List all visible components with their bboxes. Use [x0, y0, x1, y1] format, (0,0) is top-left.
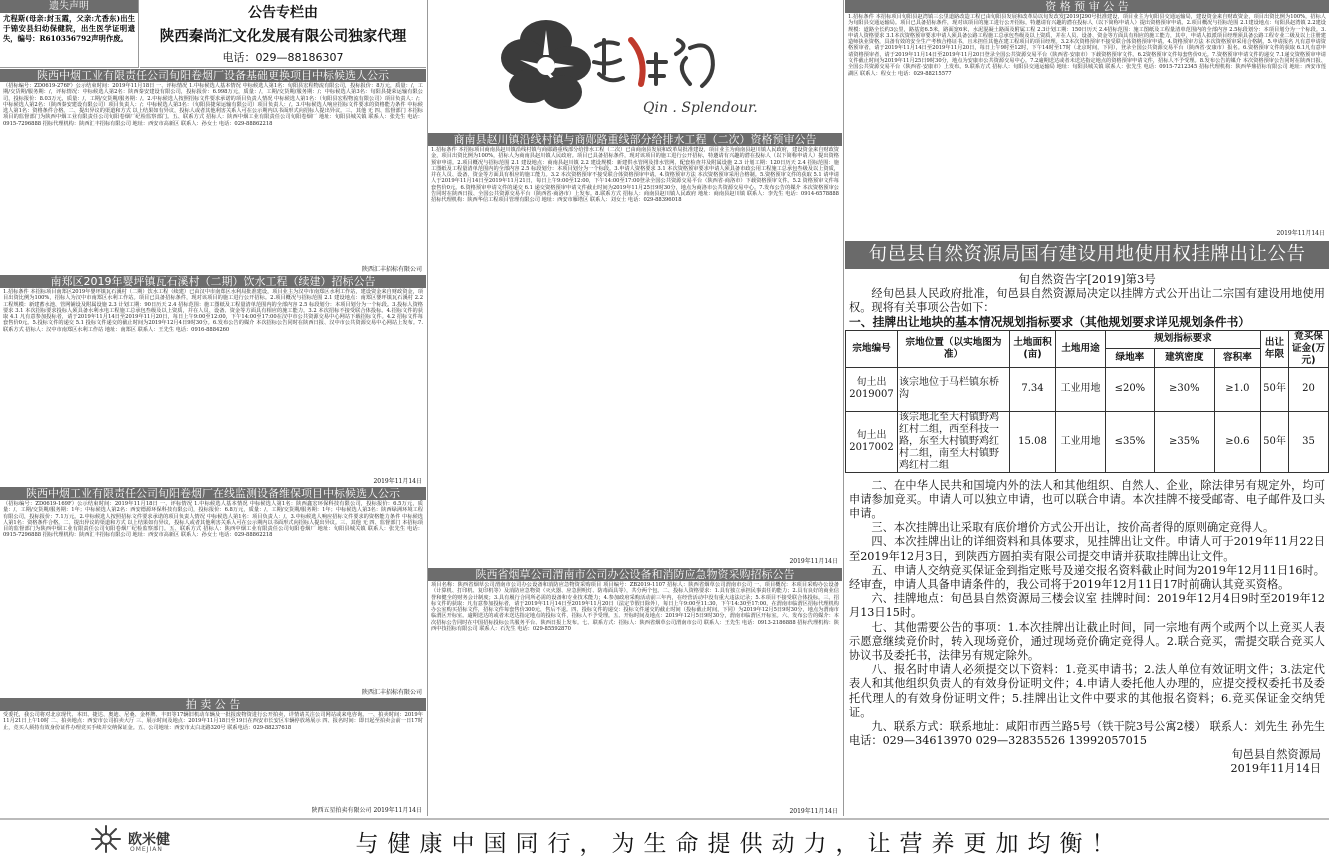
agency-line1: 公告专栏由 — [248, 5, 318, 21]
announcement-sign-date: 2019年11月14日 — [1230, 761, 1321, 775]
cell-plot-ratio: ≥0.6 — [1214, 411, 1260, 472]
table-row — [846, 367, 1329, 411]
th-area: 土地面积(亩) — [1010, 330, 1056, 367]
notice-n2-sig: 2019年11月14日 — [373, 478, 422, 485]
lost-notice-title: 遗失声明 — [0, 0, 138, 13]
footer-brand-name: 欧米健 — [128, 832, 170, 848]
th-deposit: 竞买保证金(万元) — [1289, 330, 1329, 367]
notice-n5-body: 1.招标条件 本招标项目商南县赵川镇沿线村镇与商郧路重线部分给排水工程（二次）已由商南县发展和改革局批准建设，项目业主为商南县赵川镇人民政府，建设资金来自财政资金，项目出资比例为100%，招标人为商南县赵川镇人民政府。项目已具备招标条件，现对该项目的施工进行公开招标，特邀请有兴趣的潜在投标人（以下简称申请人）提出资格预审申请。2.项目概况与招标范围 2.1 建设地点：商南县赵川镇 2.2 建设规模：新建供水管网及排水管网、配套检查井及附属设施 2.3 计划工期：120日历天 2.4 招标范围：施工图纸及工程量清单范围内的全部内容 2.5 标段划分：本项目划分为一个标段。3.申请人资格要求 3.1 本次资格预审要求申请人须具备市政公用工程施工总承包叁级及以上资质，并在人员、设备、资金等方面具有相应的施工能力。3.2 本次资格预审不接受联合体资格预审申请。4.资格预审方法 本次资格预审采用合格制。5.资格预审文件的获取 5.1 请申请人于2019年11月14日至2019年11月21日，每日上午9:00至12:00，下午14:00至17:00登录全国公共资源交易平台（陕西省·商洛市）下载资格预审文件。5.2 资格预审文件每套售价0元。6.资格预审申请文件的递交 6.1 递交资格预审申请文件截止时间为2019年11月25日9时30分，地点为商洛市公共资源交易中心。7.发布公告的媒介 本次资格预审公告同时在陕西日报、全国公共资源交易平台（陕西省·商洛市）上发布。8.联系方式 招标人：商南县赵川镇人民政府 地址：商南县赵川镇 联系人：李先生 电话：0914-6578888 招标代理机构：陕西华信工程项目管理有限公司 地址：西安市雁塔区 联系人：刘女士 电话：029-88396018 — [431, 147, 839, 204]
announcement-section-1: 一、挂牌出让地块的基本情况规划指标要求（其他规划要求详见规划条件书） — [849, 315, 1251, 330]
th-building-density: 建筑密度 — [1154, 349, 1214, 368]
notice-n5-sig: 2019年11月14日 — [789, 558, 838, 565]
notice-n2-body: 1.招标条件 本招标项目南郑区2019年婴坪镇瓦石溪村（二期）饮水工程（续建）已由汉中市南郑区水利局批准建设，项目业主为汉中市南郑区水利工作站，建设资金来自财政资金，项目出资比例为100%，招标人为汉中市南郑区水利工作站。项目已具备招标条件，现对该项目的施工进行公开招标。2.项目概况与招标范围 2.1 建设地点：南郑区婴坪镇瓦石溪村 2.2 工程规模：新建蓄水池、管网铺设及附属设施 2.3 计划工期：90日历天 2.4 招标范围：施工图纸及工程量清单范围内的全部内容 2.5 标段划分：本项目划分为一个标段。3.投标人资格要求 3.1 本次招标要求投标人须具备水利水电工程施工总承包叁级及以上资质，并在人员、设备、资金等方面具有相应的施工能力。3.2 本次招标不接受联合体投标。4.招标文件的获取 4.1 凡有意参加投标者，请于2019年11月14日至2019年11月20日，每日上午9:00至12:00，下午14:00至17:00在汉中市公共资源交易中心网站下载招标文件。4.2 招标文件每套售价0元。5.投标文件的递交 5.1 投标文件递交的截止时间为2019年12月4日9时30分。6.发布公告的媒介 本次招标公告同时在陕西日报、汉中市公共资源交易中心网站上发布。7.联系方式 招标人：汉中市南郑区水利工作站 地址：南郑区 联系人：王先生 电话：0916-8884260 — [3, 289, 423, 333]
announcement-intro: 经旬邑县人民政府批准，旬邑县自然资源局决定以挂牌方式公开出让二宗国有建设用地使用权。现将有关事项公告如下： — [849, 287, 1325, 315]
announcement-p8: 八、报名时申请人必须提交以下资料：1.竞买申请书；2.法人单位有效证明文件；3.法定代表人和其他组织负责人的有效身份证明文件；4.申请人委托他人办理的，应提交授权委托书及委托代理人的有效身份证明文件；5.挂牌出让文件中要求的其他报名资料；6.竞买保证金交纳凭证。 — [849, 663, 1325, 719]
notice-n7 — [845, 0, 1329, 239]
cell-parcel-no: 旬土出2017002 — [846, 411, 898, 472]
announcement-p5: 五、申请人交纳竞买保证金到指定账号及递交报名资料截止时间为2019年12月11日16时。经审查，申请人具备申请条件的，我公司将于2019年12月11日17时前确认其竞买资格。 — [849, 563, 1325, 592]
land-parcel-table — [845, 330, 1329, 473]
announcement-p7: 七、其他需要公告的事项：1.本次挂牌出让截止时间，同一宗地有两个或两个以上竞买人表示愿意继续竞价时，转入现场竞价，通过现场竞价确定竞得人。2.联合竞买，需提交联合竞买人协议书及委托书，法律另有规定除外。 — [849, 620, 1325, 663]
flower-logo-icon — [428, 0, 842, 132]
cell-land-use: 工业用地 — [1056, 411, 1106, 472]
cell-location: 该宗地北至大村镇野鸡红村二组，西至科技一路，东至大村镇野鸡红村二组，南至大村镇野鸡红村二组 — [898, 411, 1010, 472]
announcement-doc-no: 旬自然资告字[2019]第3号 — [1018, 272, 1156, 286]
sunburst-logo-icon — [90, 824, 122, 854]
announcement-p9: 九、联系方式：联系地址：咸阳市西兰路5号（铁干院3号公寓2楼） 联系人：刘先生 孙先生 电话：029—34613970 029—32835526 13992057015 — [849, 720, 1325, 748]
th-land-use: 土地用途 — [1056, 330, 1106, 367]
notice-n5-title: 商南县赵川镇沿线村镇与商郧路重线部分给排水工程（二次）资格预审公告 — [428, 133, 842, 146]
cell-area: 7.34 — [1010, 367, 1056, 411]
cell-location: 该宗地位于马栏镇东桥沟 — [898, 367, 1010, 411]
cell-area: 15.08 — [1010, 411, 1056, 472]
cell-term: 50年 — [1261, 411, 1289, 472]
notice-n1-title: 陕西中烟工业有限责任公司旬阳卷烟厂设备基础更换项目中标候选人公示 — [0, 69, 426, 82]
notice-n3-title: 陕西中烟工业有限责任公司旬阳卷烟厂在线监测设备维保项目中标候选人公示 — [0, 487, 426, 500]
notice-n3-body: （招标编号：ZD0619-169F）公示结束时间：2019年11月18日 一、评标情况 1.中标候选人基本情况 中标候选人第1名：陕西鑫宏环保科技有限公司，投标报价：6.5万元，质量：/，工期/交货期/服务期：1年；中标候选人第2名：西安德源环保科技有限公司，投标报价：6.8万元，质量：/，工期/交货期/服务期：1年；中标候选人第3名：陕西绿洲环境工程有限公司，投标报价：7.1万元。2.中标候选人按照招标文件要求承诺的项目负责人情况 中标候选人第1名：项目负责人：/。3.中标候选人响应招标文件要求的资格能力条件 中标候选人第1名：资格条件合格。二、提出异议的渠道和方式 以上结果如有异议，投标人或者其他利害关系人可在公示期内以书面形式向招标人提出异议。三、其他 无 四、监督部门 本招标项目的监督部门为陕西中烟工业有限责任公司旬阳卷烟厂纪检监察部门。五、联系方式 招标人：陕西中烟工业有限责任公司旬阳卷烟厂 地址：旬阳县城关镇 联系人：张先生 电话：0915-7296888 招标代理机构：陕西汇丰招标有限公司 地址：西安市高新区 联系人：孙女士 电话：029-88862218 — [3, 501, 423, 539]
footer-brand-en: OMEJIAN — [130, 846, 163, 853]
notice-n5 — [428, 133, 842, 566]
cell-plot-ratio: ≥1.0 — [1214, 367, 1260, 411]
notice-n6-title: 陕西省烟草公司渭南市公司办公设备和消防应急物资采购招标公告 — [428, 568, 842, 581]
lost-notice — [0, 0, 139, 68]
column-divider — [843, 0, 844, 816]
cell-building-density: ≥35% — [1154, 411, 1214, 472]
agency-phone: 电话：029—88186307 — [222, 51, 344, 64]
notice-n4 — [0, 698, 426, 816]
cell-parcel-no: 旬土出2019007 — [846, 367, 898, 411]
announcement-p4: 四、本次挂牌出让的详细资料和具体要求，见挂牌出让文件。申请人可于2019年11月22日至2019年12月3日，到陕西方圆拍卖有限公司提交申请并获取挂牌出让文件。 — [849, 535, 1325, 563]
notice-n7-body: 1.招标条件 本招标项目旬阳县赵湾镇三公里道路改造工程已由旬阳县发展和改革局以旬发改发[2019]290号批准建设，项目业主为旬阳县交通运输局，建设资金来自财政资金，项目出资比例为100%，招标人为旬阳县交通运输局。项目已具备招标条件，现对该项目的施工进行公开招标，特邀请有兴趣的潜在投标人（以下简称申请人）提出资格预审申请。2.项目概况与招标范围 2.1建设地点：旬阳县赵湾镇 2.2建设规模：道路全长约3公里，路基宽6.5米，路面宽6米，水泥混凝土路面及附属工程 2.3计划工期：150日历天 2.4招标范围：施工图纸及工程量清单范围内的全部内容 2.5标段划分：本项目划分为一个标段。3.申请人资格要求 3.1本次资格预审要求申请人须具备公路工程施工总承包叁级及以上资质，并在人员、设备、资金等方面具有相应的施工能力，其中，申请人拟派项目经理须具备公路工程专业二级及以上注册建造师执业资格，具备有效的安全生产考核合格证书，且未担任其他在建工程项目的项目经理。3.2本次资格预审不接受联合体资格预审申请。4.资格预审方法 本次资格预审采用合格制。5.申请报名 凡有意申请资格预审者，请于2019年11月14日至2019年11月20日，每日上午9时至12时，下午14时至17时（北京时间，下同），登录全国公共资源交易平台（陕西省·安康市）报名。6.资格预审文件的获取 6.1凡有意申请资格预审者，请于2019年11月14日至2019年11月20日登录全国公共资源交易平台（陕西省·安康市）下载资格预审文件。6.2资格预审文件每套售价0元。7.资格预审申请文件的递交 7.1递交资格预审申请文件截止时间为2019年11月25日9时30分，地点为安康市公共资源交易中心。7.2逾期送达或者未送达指定地点的资格预审申请文件，招标人不予受理。8.发布公告的媒介 本次资格预审公告同时在陕西日报、全国公共资源交易平台（陕西省·安康市）上发布。9.联系方式 招标人：旬阳县交通运输局 地址：旬阳县城关镇 联系人：张先生 电话：0915-7212345 招标代理机构：陕西华鼎招标有限公司 地址：西安市莲湖区 联系人：程女士 电话：029-88215577 — [848, 14, 1326, 77]
notice-n4-sig: 陕西五星拍卖有限公司 2019年11月14日 — [311, 807, 422, 814]
agency-box — [140, 0, 426, 68]
announcement-title: 旬邑县自然资源局国有建设用地使用权挂牌出让公告 — [845, 241, 1329, 269]
cell-building-density: ≥30% — [1154, 367, 1214, 411]
notice-n1-body: （招标编号：ZD0619-276F）公示结束时间：2019年11月18日 一、评标情况 1.中标候选人基本情况 中标候选人第1名：旬阳县宏程物流有限公司，投标报价：8万元，质量：/，工期/交货期/服务期：/，评标情况：中标候选人第2名：陕西秦安建设有限公司，投标报价：6.998万元，质量：/，工期/交货期/服务期：/；中标候选人第3名：旬阳县捷荣运输有限公司，投标报价：8.03万元，质量：/，工期/交货期/服务期：/。2.中标候选人按照招标文件要求承诺的项目负责人情况 中标候选人第1名：（旬阳县宏程物流有限公司）项目负责人：/；中标候选人第2名：（陕西秦安建设有限公司）项目负责人：/；中标候选人第3名：（旬阳县捷荣运输有限公司）项目负责人：/。3.中标候选人响应招标文件要求的资格能力条件 中标候选人第1名：资格条件合格。二、提出异议的渠道和方式 以上结果如有异议，投标人或者其他利害关系人可在公示期内以书面形式向招标人提出异议。三、其他 无 四、监督部门 本招标项目的监督部门为陕西中烟工业有限责任公司旬阳卷烟厂纪检监察部门。五、联系方式 招标人：陕西中烟工业有限责任公司旬阳卷烟厂 地址：旬阳县城关镇 联系人：张先生 电话：0915-7296888 招标代理机构：陕西汇丰招标有限公司 地址：西安市高新区 联系人：孙女士 电话：029-88862218 — [3, 83, 423, 127]
announcement-p6: 六、挂牌地点：旬邑县自然资源局三楼会议室 挂牌时间：2019年12月4日9时至2019年12月13日15时。 — [849, 592, 1325, 620]
th-green-ratio: 绿地率 — [1106, 349, 1155, 368]
notice-n3 — [0, 487, 426, 697]
announcement-p3: 三、本次挂牌出让采取有底价增价方式公开出让，按价高者得的原则确定竞得人。 — [871, 521, 1275, 535]
brand-logo-area — [428, 0, 842, 132]
agency-line2: 陕西秦尚汇文化发展有限公司独家代理 — [159, 29, 407, 45]
footer-banner — [0, 818, 1329, 856]
lost-notice-text: 尤程斯(母亲:封玉霞，父亲:尤香东)出生于锦安县妇幼保健院，出生医学证明遗失，编号：R610356792声明作废。 — [3, 14, 135, 43]
notice-n6-body: 项目名称：陕西省烟草公司渭南市公司办公设备和消防应急物资采购项目 项目编号：ZB2019-1107 招标人：陕西省烟草公司渭南市公司 一、项目概况：本项目采购办公设备（计算机、打印机、复印机等）及消防应急物资（灭火器、应急照明灯、防毒面具等），共分两个包。二、投标人资格要求：1.具有独立承担民事责任的能力；2.具有良好的商业信誉和健全的财务会计制度；3.具有履行合同所必需的设备和专业技术能力；4.参加政府采购活动前三年内，在经营活动中没有重大违法记录；5.本项目不接受联合体投标。三、招标文件的获取：凡有意参加投标者，请于2019年11月14日至2019年11月20日（法定节假日除外），每日上午9:00至11:30，下午14:30至17:00，在渭南市临渭区招标代理机构办公室购买招标文件，招标文件每套售价300元，售后不退。四、投标文件的递交：投标文件递交的截止时间（投标截止时间，下同）为2019年12月5日9时30分，地点为渭南市临渭区开标室。逾期送达的或者未送达指定地点的投标文件，招标人不予受理。五、开标时间及地点：2019年12月5日9时30分，渭南市临渭区开标室。六、发布公告的媒介：本次招标公告同时在中国招标投标公共服务平台、陕西日报上发布。七、联系方式：招标人：陕西省烟草公司渭南市公司 联系人：王先生 电话：0913-2186888 招标代理机构：陕西中技招标有限公司 联系人：石先生 电话：029-85592870 — [431, 582, 839, 633]
notice-n2 — [0, 275, 426, 486]
notice-n2-title: 南郑区2019年婴坪镇瓦石溪村（二期）饮水工程（续建）招标公告 — [0, 275, 426, 288]
cell-deposit: 20 — [1289, 367, 1329, 411]
column-divider — [427, 0, 428, 816]
th-term: 出让年限 — [1261, 330, 1289, 367]
cell-term: 50年 — [1261, 367, 1289, 411]
notice-n4-body: 受委托，我公司将对北京现代、本田、捷达、奥迪、尼桑、金杯牌、丰田等17辆旧机动车辆及一批报废物资进行公开拍卖，详情请关注公司网站或来电咨询。一、拍卖时间：2019年11月21日上午10时 二、拍卖地点：西安市公司拍卖大厅 三、展示时间及地点：2019年11月18日至19日在西安市长安区车辆停放场展示 四、报名时间：即日起至拍卖会前一日17时止，竞买人须持有效身份证件办理竞买手续并交纳保证金。五、公司地址：西安市太白北路320号 联系电话：029-88237618 — [3, 712, 423, 731]
brand-english-text: Qin . Splendour. — [643, 100, 758, 116]
notice-n3-sig: 陕西汇丰招标有限公司 — [361, 689, 422, 696]
cell-land-use: 工业用地 — [1056, 367, 1106, 411]
table-row — [846, 411, 1329, 472]
th-plan-indicators: 规划指标要求 — [1106, 330, 1261, 349]
th-plot-ratio: 容积率 — [1214, 349, 1260, 368]
th-location: 宗地位置（以实地图为准） — [898, 330, 1010, 367]
cell-green-ratio: ≤20% — [1106, 367, 1155, 411]
notice-n7-title: 资 格 预 审 公 告 — [845, 0, 1329, 13]
notice-n1 — [0, 69, 426, 274]
footer-slogan: 与健康中国同行，为生命提供动力，让营养更加均衡！ — [355, 831, 1124, 856]
notice-n4-title: 拍 卖 公 告 — [0, 698, 426, 711]
notice-n6-sig: 2019年11月14日 — [789, 808, 838, 815]
land-auction-announcement — [845, 241, 1329, 816]
th-parcel-no: 宗地编号 — [846, 330, 898, 367]
announcement-p2: 二、在中华人民共和国境内外的法人和其他组织、自然人、企业，除法律另有规定外，均可申请参加竞买。申请人可以独立申请，也可以联合申请。本次挂牌不接受邮寄、电子邮件及口头申请。 — [849, 478, 1325, 521]
notice-n6 — [428, 568, 842, 816]
notice-n1-sig: 陕西汇丰招标有限公司 — [361, 266, 422, 273]
notice-n7-sig: 2019年11月14日 — [1276, 230, 1325, 237]
cell-green-ratio: ≤35% — [1106, 411, 1155, 472]
announcement-sign-org: 旬邑县自然资源局 — [1231, 748, 1321, 762]
cell-deposit: 35 — [1289, 411, 1329, 472]
